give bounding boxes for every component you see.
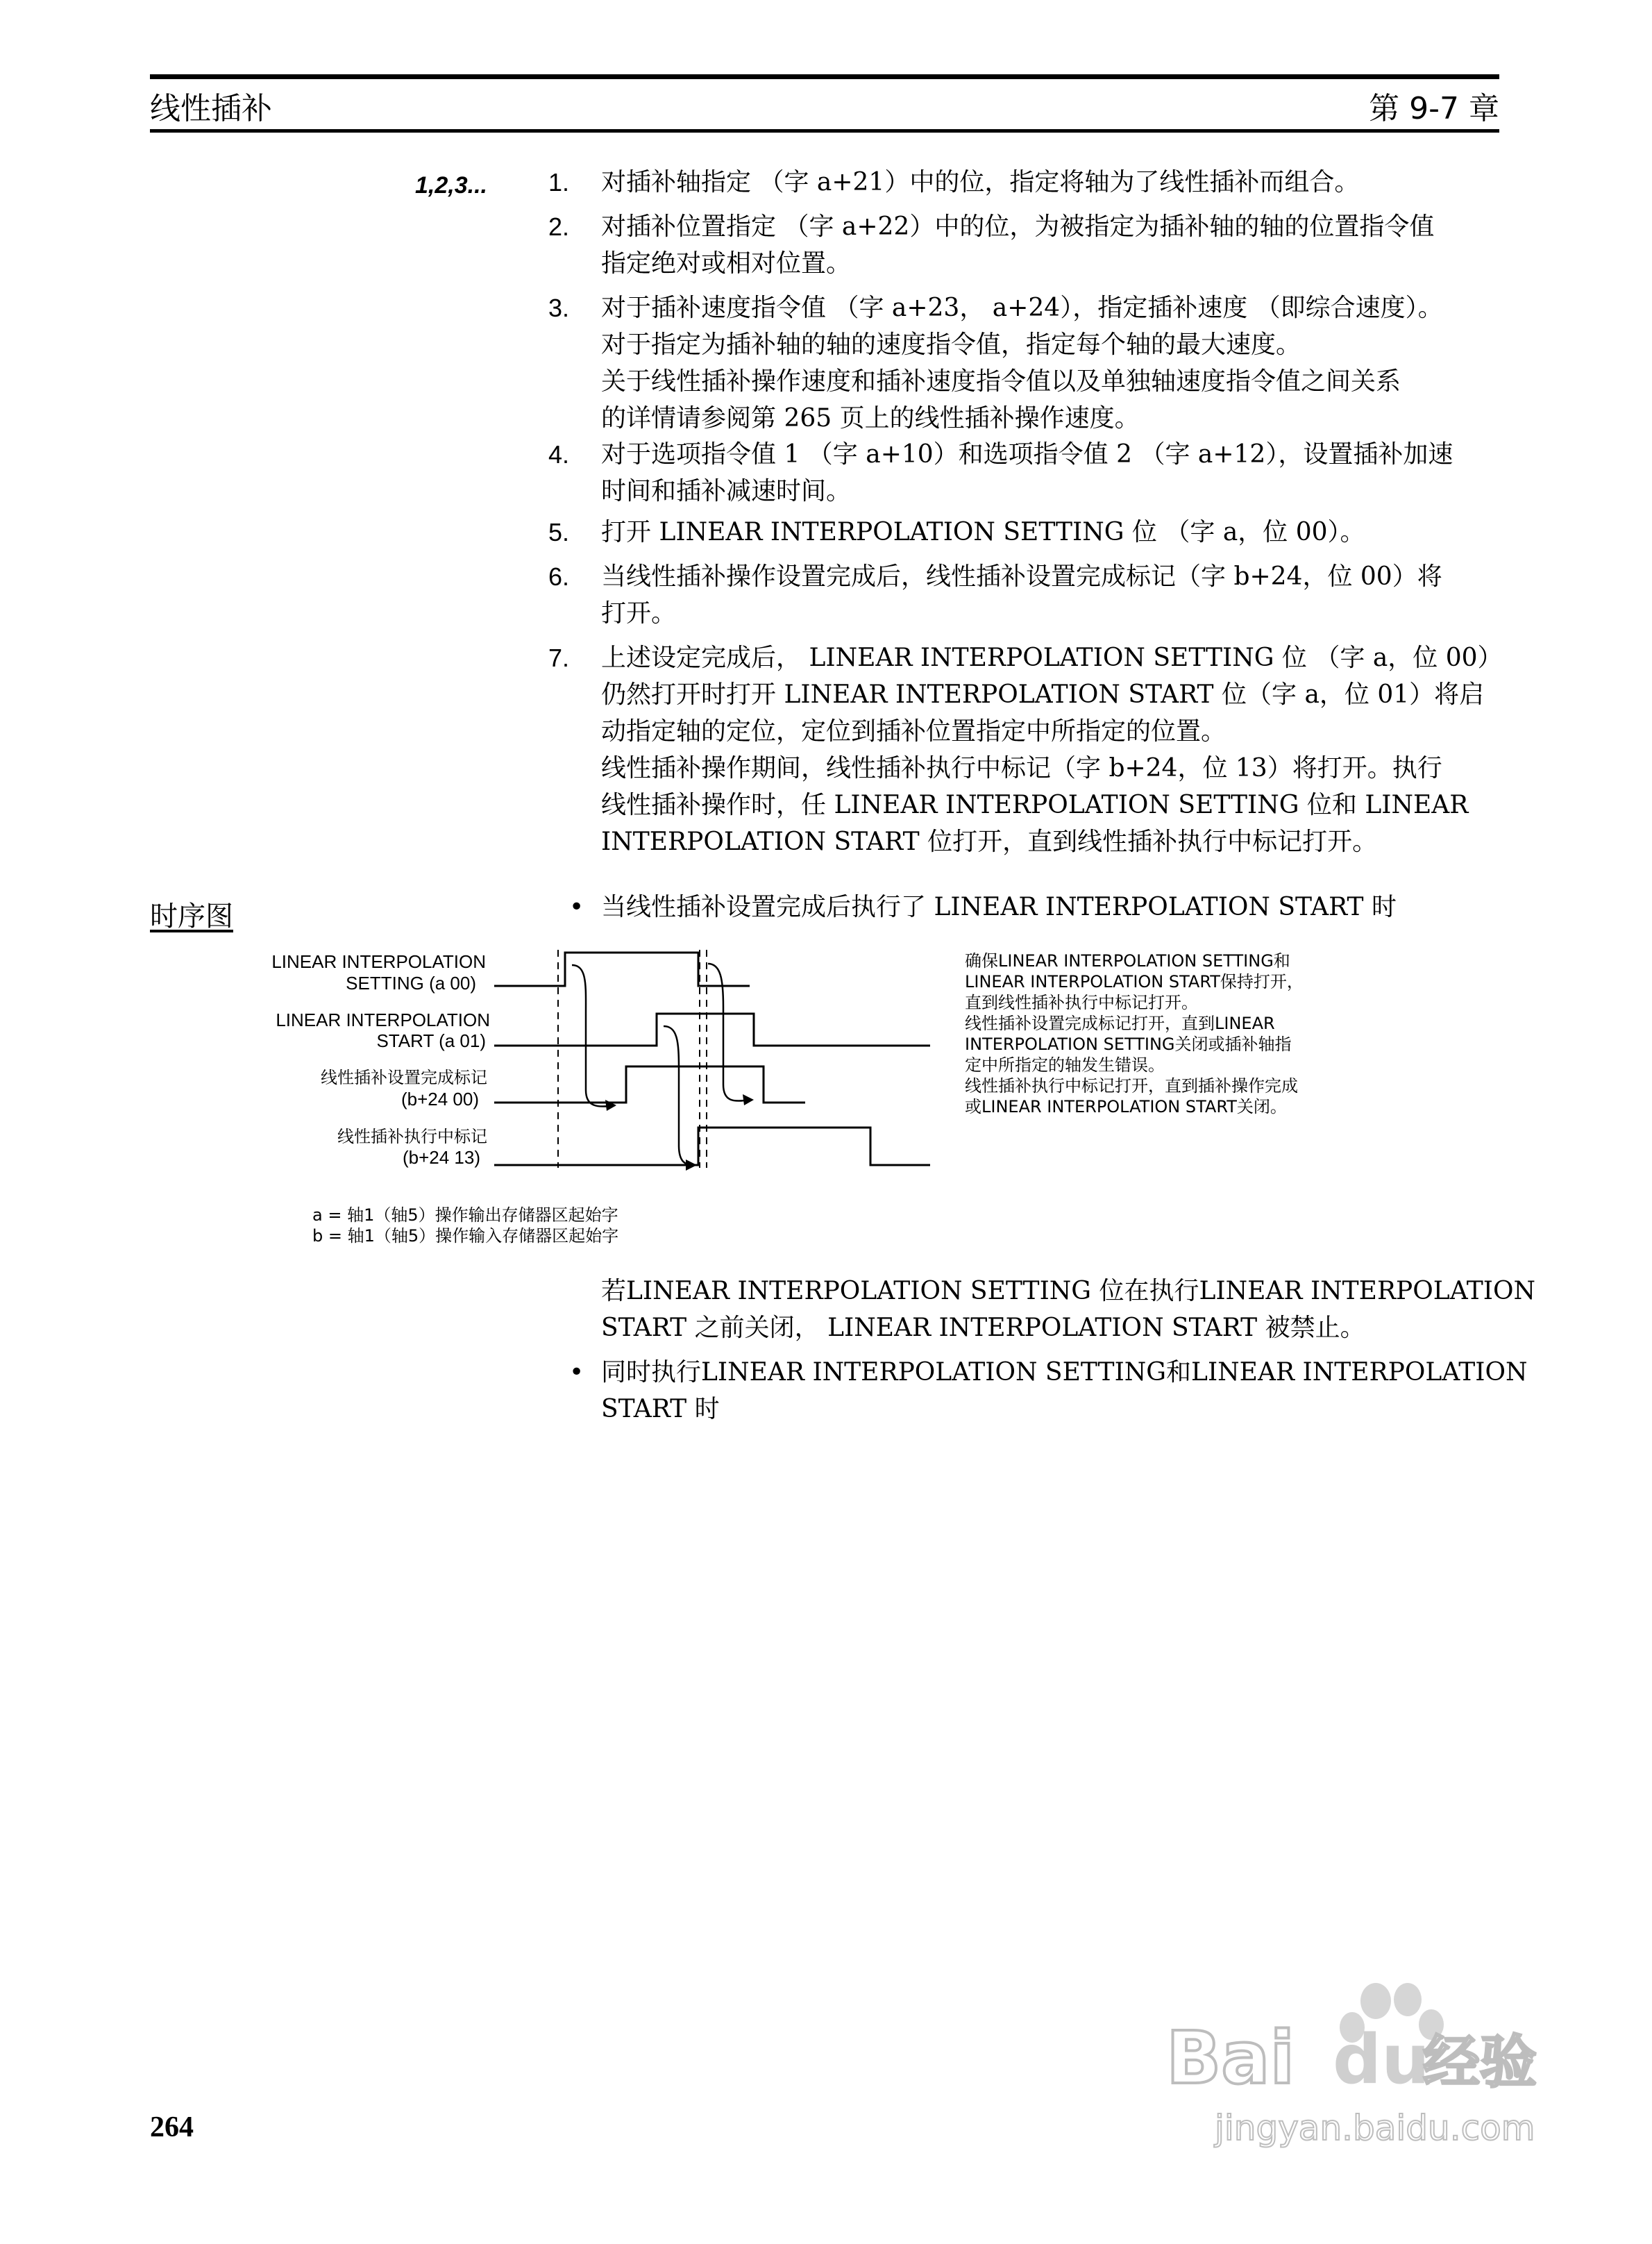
prohibition-note — [601, 1273, 1535, 1346]
step-number: 4. — [548, 440, 570, 469]
timing-chart-heading: 时序图 — [150, 901, 233, 932]
signal-label-setting-1: LINEAR INTERPOLATION — [271, 951, 486, 972]
arrow-start-to-executing — [664, 1026, 693, 1165]
step-number: 2. — [548, 212, 570, 241]
step-text-line: 线性插补操作时，任 LINEAR INTERPOLATION SETTING 位和 LINEAR — [601, 791, 1469, 819]
step-text-line: 对插补位置指定 （字 a+22）中的位，为被指定为插补轴的轴的位置指令值 — [601, 212, 1435, 241]
step-item — [548, 436, 1499, 510]
arrowhead-icon — [743, 1094, 754, 1105]
steps-marker: 1,2,3... — [415, 172, 487, 199]
step-item — [548, 558, 1499, 632]
step-number: 1. — [548, 168, 570, 196]
step-text-line: 动指定轴的定位，定位到插补位置指定中所指定的位置。 — [601, 717, 1227, 746]
prohibition-note-line-2: START 之前关闭， LINEAR INTERPOLATION START 被禁止。 — [601, 1314, 1365, 1342]
step-text-line: 关于线性插补操作速度和插补速度指令值以及单独轴速度指令值之间关系 — [601, 367, 1401, 396]
signal-label-executing-2: (b+24 13) — [402, 1147, 480, 1168]
bullet-icon: • — [569, 893, 584, 921]
step-text-line: 指定绝对或相对位置。 — [601, 249, 852, 278]
legend-b: b = 轴1（轴5）操作输入存储器区起始字 — [312, 1226, 619, 1246]
bullet-text-line-1: 同时执行LINEAR INTERPOLATION SETTING和LINEAR INTERPOLATION — [601, 1358, 1528, 1387]
bullet-icon: • — [569, 1358, 584, 1387]
note-line: 线性插补设置完成标记打开，直到LINEAR — [965, 1014, 1275, 1033]
header-bottom-rule — [150, 129, 1499, 133]
signal-label-setting-done-1: 线性插补设置完成标记 — [321, 1068, 487, 1087]
step-text-line: 仍然打开时打开 LINEAR INTERPOLATION START 位（字 a，位 01）将启 — [601, 680, 1485, 709]
arrowhead-icon — [686, 1159, 697, 1171]
timing-diagram — [236, 944, 1402, 1264]
bullet-text-line-2: START 时 — [601, 1395, 720, 1423]
step-text-line: INTERPOLATION START 位打开，直到线性插补执行中标记打开。 — [601, 828, 1378, 856]
signal-label-start-2: START (a 01) — [376, 1030, 486, 1051]
baidu-jingyan-watermark — [1111, 1979, 1555, 2159]
timing-bullet-2 — [569, 1354, 1528, 1427]
note-line: 定中所指定的轴发生错误。 — [965, 1055, 1165, 1075]
timing-bullet-1 — [569, 889, 1397, 926]
watermark-brand-b: du — [1333, 2020, 1430, 2100]
step-number: 5. — [548, 518, 570, 546]
note-line: 线性插补执行中标记打开，直到插补操作完成 — [965, 1076, 1298, 1096]
signal-label-setting-done-2: (b+24 00) — [401, 1089, 479, 1110]
step-text-line: 对于指定为插补轴的轴的速度指令值，指定每个轴的最大速度。 — [601, 330, 1301, 359]
step-number: 7. — [548, 644, 570, 672]
step-item — [548, 639, 1503, 860]
timing-notes — [965, 951, 1304, 1116]
step-item — [548, 164, 1499, 201]
step-text-line: 当线性插补操作设置完成后，线性插补设置完成标记（字 b+24，位 00）将 — [601, 562, 1442, 591]
waveform-executing — [494, 1128, 930, 1165]
waveform-start — [494, 1014, 930, 1046]
arrow-setting-off-to-complete-off — [708, 964, 750, 1101]
step-text-line: 的详情请参阅第 265 页上的线性插补操作速度。 — [601, 404, 1140, 433]
prohibition-note-line-1: 若LINEAR INTERPOLATION SETTING 位在执行LINEAR INTERPOLATION — [601, 1277, 1535, 1305]
arrowhead-icon — [605, 1100, 616, 1111]
waveform-setting-complete — [494, 1066, 805, 1103]
step-item — [548, 514, 1499, 551]
note-line: LINEAR INTERPOLATION START保持打开， — [965, 972, 1304, 991]
chapter-label: 第 9-7 章 — [1369, 91, 1499, 126]
watermark-brand-a: Bai — [1166, 2016, 1295, 2100]
note-line: 确保LINEAR INTERPOLATION SETTING和 — [965, 951, 1290, 971]
signal-label-setting-2: SETTING (a 00) — [346, 973, 476, 994]
step-text-line: 打开 LINEAR INTERPOLATION SETTING 位 （字 a，位 00）。 — [601, 518, 1365, 546]
step-item — [548, 208, 1499, 282]
step-text-line: 对于插补速度指令值 （字 a+23， a+24），指定插补速度 （即综合速度）。 — [601, 294, 1443, 322]
step-text-line: 对插补轴指定 （字 a+21）中的位，指定将轴为了线性插补而组合。 — [601, 168, 1360, 196]
step-number: 3. — [548, 294, 570, 322]
legend-a: a = 轴1（轴5）操作输出存储器区起始字 — [312, 1205, 618, 1225]
note-line: 直到线性插补执行中标记打开。 — [965, 993, 1198, 1012]
page-number: 264 — [150, 2111, 194, 2143]
bullet-text: 当线性插补设置完成后执行了 LINEAR INTERPOLATION START 时 — [601, 893, 1397, 921]
step-number: 6. — [548, 562, 570, 591]
note-line: 或LINEAR INTERPOLATION START关闭。 — [965, 1097, 1287, 1116]
waveform-setting — [494, 953, 750, 986]
step-text-line: 线性插补操作期间，线性插补执行中标记（字 b+24，位 13）将打开。执行 — [601, 754, 1442, 782]
header-top-rule — [150, 74, 1499, 79]
step-text-line: 上述设定完成后， LINEAR INTERPOLATION SETTING 位 （字 a，位 00） — [601, 644, 1503, 672]
signal-label-start-1: LINEAR INTERPOLATION — [276, 1010, 490, 1030]
section-title: 线性插补 — [150, 91, 272, 126]
step-text-line: 对于选项指令值 1 （字 a+10）和选项指令值 2 （字 a+12），设置插补加速 — [601, 440, 1453, 469]
step-item — [548, 290, 1499, 437]
arrow-setting-to-complete — [572, 965, 615, 1107]
signal-label-executing-1: 线性插补执行中标记 — [337, 1127, 487, 1146]
step-text-line: 打开。 — [601, 599, 677, 628]
note-line: INTERPOLATION SETTING关闭或插补轴指 — [965, 1035, 1292, 1054]
watermark-brand-cn: 经验 — [1423, 2029, 1537, 2095]
step-text-line: 时间和插补减速时间。 — [601, 477, 852, 505]
watermark-url: jingyan.baidu.com — [1215, 2108, 1535, 2148]
